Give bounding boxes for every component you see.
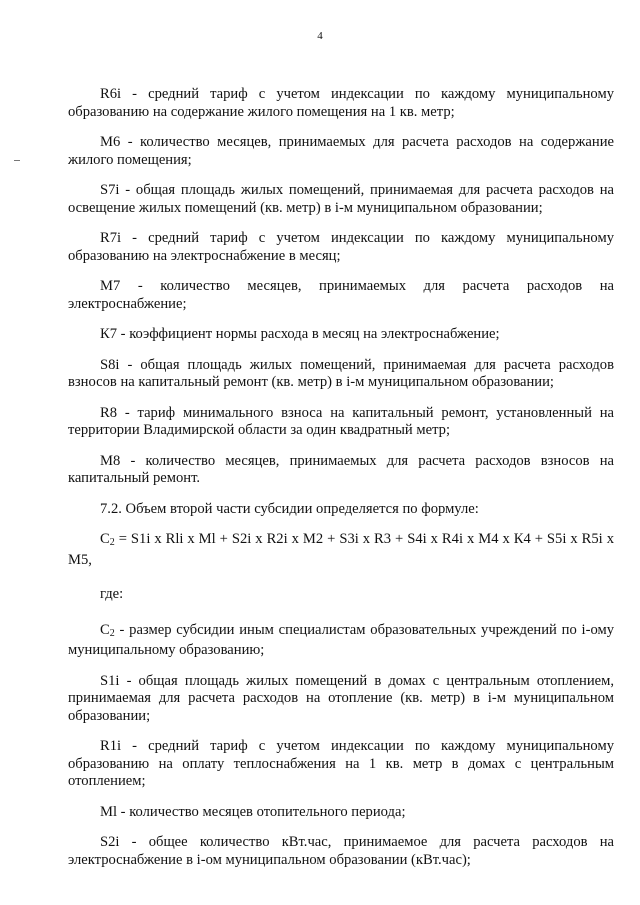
definition-symbol: R6i [100, 86, 122, 102]
document-body [68, 86, 614, 882]
margin-tick-mark [14, 160, 20, 161]
where-label: где: [100, 586, 124, 602]
definition-text: - средний тариф с учетом индексации по каждому муниципальному образованию на оплату теплоснабжения на 1 кв. метр в домах с центральным отоплением; [68, 738, 614, 789]
symbol-base: С [100, 621, 110, 638]
definition-symbol: R8 [100, 404, 118, 421]
page-number: 4 [317, 30, 323, 42]
definition-symbol: К7 [100, 326, 118, 342]
definition-s7i [68, 182, 614, 217]
definition-text: - размер субсидии иным специалистам образовательных учреждений по i-ому муниципальному образованию; [68, 621, 614, 658]
definition-symbol: R7i [100, 230, 122, 246]
formula-rhs: = S1i х Rli х Ml + S2i х R2i х М2 + S3i х R3 + S4i х R4i х М4 х К4 + S5i х R5i х М5, [68, 531, 614, 568]
definition-symbol: М7 [100, 278, 121, 294]
definition-text: - количество месяцев, принимаемых для расчета расходов на [120, 278, 614, 294]
definition-text: - средний тариф с учетом индексации по каждому муниципальному образованию на содержание жилого помещения на 1 кв. метр; [68, 86, 614, 120]
definition-r8 [68, 405, 614, 440]
definition-symbol: S1i [100, 672, 120, 689]
definition-s2i [68, 834, 614, 869]
definition-text: - средний тариф с учетом индексации по каждому муниципальному образованию на электроснабжение в месяц; [68, 230, 614, 264]
definition-text: - количество месяцев, принимаемых для расчета расходов на содержание жилого помещения; [68, 134, 614, 168]
definition-text: - количество месяцев, принимаемых для расчета расходов взносов на капитальный ремонт. [68, 452, 614, 486]
definition-m7 [68, 278, 614, 296]
definition-s1i [68, 673, 614, 726]
definition-symbol: М8 [100, 452, 121, 469]
definition-s8i [68, 357, 614, 392]
definition-r7i [68, 230, 614, 265]
definition-ml [68, 804, 614, 822]
definition-text: - тариф минимального взноса на капитальный ремонт, установленный на территории Владимирской области за один квадратный метр; [68, 404, 614, 438]
definition-m7-continuation: электроснабжение; [68, 295, 187, 312]
definition-k7 [68, 326, 614, 344]
definition-symbol: S8i [100, 356, 120, 373]
definition-r1i [68, 738, 614, 791]
definition-m6 [68, 134, 614, 169]
definition-m8 [68, 453, 614, 488]
definition-text: - общая площадь жилых помещений, принимаемая для расчета расходов на освещение жилых помещений (кв. метр) в i-м муниципальном образовании; [68, 182, 614, 216]
subsidy-formula [68, 531, 614, 569]
definition-symbol: S2i [100, 834, 120, 850]
definition-symbol: R1i [100, 738, 122, 754]
symbol-subscript: 2 [109, 627, 115, 639]
section-7-2-heading: 7.2. Объем второй части субсидии определяется по формуле: [100, 500, 479, 517]
definition-symbol [100, 622, 115, 638]
definition-text: - общая площадь жилых помещений в домах с центральным отоплением, принимаемая для расчета расходов на отопление (кв. метр) в i-м муниципальном образовании; [68, 672, 614, 724]
definition-c2 [68, 622, 614, 660]
definition-text: - общая площадь жилых помещений, принимаемая для расчета расходов взносов на капитальный ремонт (кв. метр) в i-м муниципальном образовании; [68, 356, 614, 390]
definition-text: - количество месяцев отопительного периода; [117, 803, 406, 820]
definition-text: - коэффициент нормы расхода в месяц на электроснабжение; [117, 326, 500, 342]
definition-r6i [68, 86, 614, 121]
definition-symbol: Ml [100, 803, 118, 820]
definition-symbol: S7i [100, 182, 120, 198]
definition-symbol: М6 [100, 134, 121, 150]
formula-lhs-subscript: 2 [109, 537, 115, 548]
formula-lhs: С [100, 531, 110, 547]
definition-text: - общее количество кВт.час, принимаемое для расчета расходов на электроснабжение в i-ом муниципальном образовании (кВт.час); [68, 834, 614, 868]
